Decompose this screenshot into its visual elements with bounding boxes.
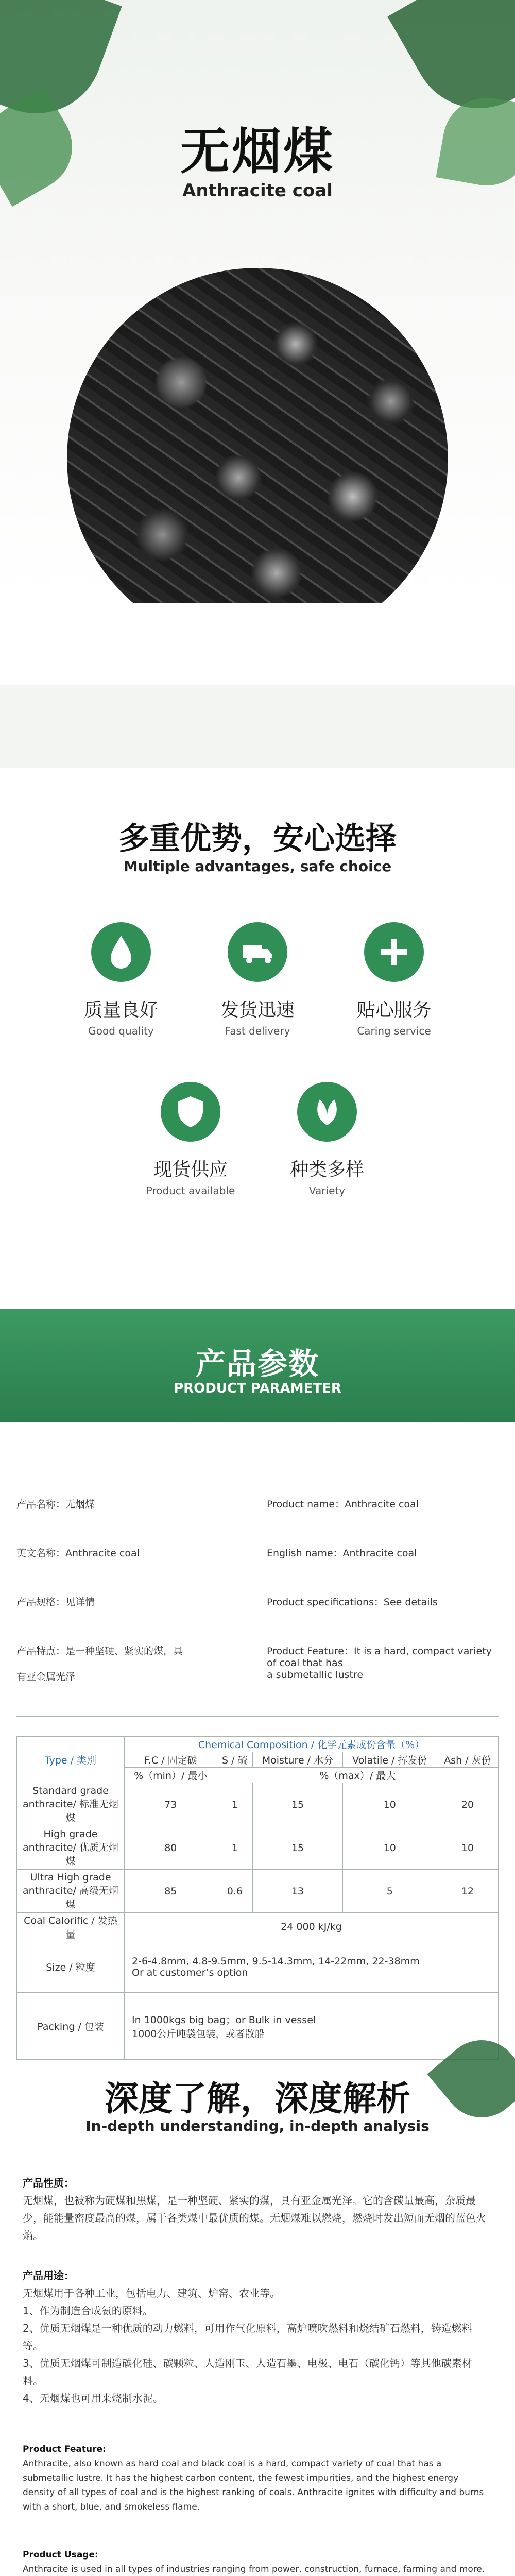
param-feature-cn-2: 有亚金属光泽 (16, 1671, 76, 1683)
feature-quality (64, 922, 178, 1037)
params-title: 产品参数 (195, 1346, 319, 1381)
advantages-title: 多重优势，安心选择 (118, 821, 397, 857)
param-english-en: English name：Anthracite coal (267, 1548, 417, 1559)
spec-packing-line1: In 1000kgs big bag；or Bulk in vessel (132, 2014, 316, 2026)
spec-unit-max: %（max）/ 最大 (217, 1768, 498, 1783)
spec-row-packing (17, 1993, 499, 2060)
param-feature-en-2: a submetallic lustre (267, 1669, 364, 1681)
spec-size-line2: Or at customer’s option (132, 1967, 248, 1978)
spec-size-line1: 2-6-4.8mm, 4.8-9.5mm, 9.5-14.3mm, 14-22mm, 22-38mm (132, 1955, 420, 1967)
spec-row-type: Ultra High grade anthracite/ 高级无烟煤 (17, 1870, 125, 1913)
spec-row-calorific (17, 1913, 499, 1941)
usage-item-2: 2、优质无烟煤是一种优质的动力燃料，可用作气化原料，高炉喷吹燃料和烧结矿石燃料，铸造燃料等。 (23, 2322, 472, 2352)
coal-image-circle (67, 268, 448, 603)
leaf-icon (297, 1082, 357, 1142)
depth-title: 深度了解，深度解析 (105, 2079, 410, 2119)
params-subtitle: PRODUCT PARAMETER (174, 1381, 341, 1396)
advantages-subtitle: Multiple advantages, safe choice (123, 858, 392, 875)
usage-head: 产品用途： (23, 2269, 74, 2282)
water-drop-icon (91, 922, 151, 982)
spec-size-value (125, 1941, 499, 1993)
spec-cell: 13 (253, 1870, 343, 1913)
advantages-section (0, 685, 515, 1309)
spec-row-ultra (17, 1870, 499, 1913)
spec-cell: 85 (125, 1870, 217, 1913)
param-feature-cn: 产品特点：是一种坚硬、紧实的煤，具 (16, 1646, 183, 1657)
feature-delivery-cn: 发货迅速 (220, 999, 295, 1021)
usage-item-4: 4、无烟煤也可用来烧制水泥。 (23, 2392, 163, 2404)
feature-service-en: Caring service (357, 1025, 431, 1037)
feature-variety-en: Variety (308, 1184, 346, 1197)
param-name-en: Product name：Anthracite coal (267, 1499, 419, 1510)
spec-cell: 10 (342, 1783, 437, 1826)
en-feature-head: Product Feature: (23, 2444, 106, 2454)
spec-sub-moisture: Moisture / 水分 (253, 1752, 343, 1768)
spec-cell: 20 (437, 1783, 498, 1826)
hero-banner (0, 0, 515, 603)
spec-sub-volatile: Volatile / 挥发份 (342, 1752, 437, 1768)
advantages-top-band (0, 685, 515, 768)
feature-available (134, 1082, 247, 1197)
spec-cell: 12 (437, 1870, 498, 1913)
feature-variety-cn: 种类多样 (289, 1159, 364, 1180)
usage-item-3: 3、优质无烟煤可制造碳化硅、碳颗粒、人造刚玉、人造石墨、电极、电石（碳化钙）等其他碳素材料。 (23, 2357, 472, 2387)
spec-sub-ash: Ash / 灰份 (437, 1752, 498, 1768)
spec-packing-label: Packing / 包装 (17, 1993, 125, 2060)
param-spec-en: Product specifications：See details (267, 1597, 438, 1608)
param-english-cn: 英文名称：Anthracite coal (16, 1548, 140, 1559)
truck-icon (228, 922, 287, 982)
spec-chem-header: Chemical Composition / 化学元素成份含量（%） (125, 1737, 499, 1752)
spec-cell: 10 (342, 1826, 437, 1870)
spec-cell: 10 (437, 1826, 498, 1870)
hero-title: 无烟煤 (180, 123, 335, 180)
spec-cell: 80 (125, 1826, 217, 1870)
spec-row-type: Standard grade anthracite/ 标准无烟煤 (17, 1783, 125, 1826)
spec-calorific-value: 24 000 kJ/kg (125, 1913, 499, 1941)
en-usage-head: Product Usage: (23, 2550, 98, 2560)
spec-packing-value (125, 1993, 499, 2060)
spec-packing-line2: 1000公斤吨袋包装，或者散船 (132, 2028, 265, 2040)
spec-cell: 1 (217, 1783, 252, 1826)
params-divider (16, 1716, 499, 1717)
feature-available-en: Product available (146, 1184, 235, 1197)
spec-row-standard (17, 1783, 499, 1826)
spec-cell: 0.6 (217, 1870, 252, 1913)
feature-paragraph (23, 2174, 492, 2244)
spec-cell: 73 (125, 1783, 217, 1826)
feature-delivery-en: Fast delivery (225, 1025, 290, 1037)
en-feature-paragraph (23, 2442, 492, 2514)
spec-sub-fc: F.C / 固定碳 (125, 1752, 217, 1768)
param-feature-en: Product Feature：It is a hard, compact variety of coal that has (267, 1646, 492, 1669)
spec-cell: 1 (217, 1826, 252, 1870)
en-usage-intro: Anthracite is used in all types of industries ranging from power, construction, furnace, farming and more. (23, 2564, 485, 2574)
feature-head: 产品性质： (23, 2177, 74, 2189)
feature-quality-en: Good quality (88, 1025, 154, 1037)
spec-calorific-label: Coal Calorific / 发热量 (17, 1913, 125, 1941)
spec-sub-s: S / 硫 (217, 1752, 252, 1768)
plus-icon (364, 922, 424, 982)
spec-row-high (17, 1826, 499, 1870)
hero-subtitle: Anthracite coal (182, 180, 333, 201)
feature-available-cn: 现货供应 (153, 1159, 228, 1180)
usage-intro: 无烟煤用于各种工业，包括电力、建筑、炉窑、农业等。 (23, 2287, 280, 2299)
usage-paragraph (23, 2267, 492, 2407)
spec-unit-min: %（min）/ 最小 (125, 1768, 217, 1783)
params-header (0, 1309, 515, 1422)
en-usage-paragraph (23, 2548, 492, 2576)
feature-service-cn: 贴心服务 (356, 999, 431, 1021)
spec-cell: 15 (253, 1783, 343, 1826)
en-feature-text: Anthracite, also known as hard coal and black coal is a hard, compact variety of coal that has a submetallic lustre. It has the highest carbon content, the fewest impurities, and the highest energy density of all types of coal and is the highest ranking of coals. Anthracite ignites with difficulty and burns with a short, blue, and smokeless flame. (23, 2459, 484, 2512)
feature-variety (270, 1082, 384, 1197)
spec-row-type: High grade anthracite/ 优质无烟煤 (17, 1826, 125, 1870)
usage-item-1: 1、作为制造合成氨的原料。 (23, 2304, 153, 2317)
feature-delivery (201, 922, 314, 1037)
feature-service (337, 922, 451, 1037)
shield-icon (161, 1082, 220, 1142)
spec-table (16, 1736, 499, 2060)
feature-text: 无烟煤，也被称为硬煤和黑煤，是一种坚硬、紧实的煤，具有亚金属光泽。它的含碳量最高，杂质最少，能能量密度最高的煤，属于各类煤中最优质的煤。无烟煤难以燃烧，燃烧时发出短而无烟的蓝色火焰。 (23, 2194, 486, 2242)
spec-cell: 15 (253, 1826, 343, 1870)
feature-quality-cn: 质量良好 (83, 999, 158, 1021)
spec-size-label: Size / 粒度 (17, 1941, 125, 1993)
param-spec-cn: 产品规格：见详情 (16, 1597, 95, 1608)
spec-cell: 5 (342, 1870, 437, 1913)
depth-subtitle: In-depth understanding, in-depth analysis (85, 2117, 430, 2134)
spec-row-size (17, 1941, 499, 1993)
spec-type-header: Type / 类别 (17, 1737, 125, 1783)
param-name-cn: 产品名称：无烟煤 (16, 1499, 95, 1510)
